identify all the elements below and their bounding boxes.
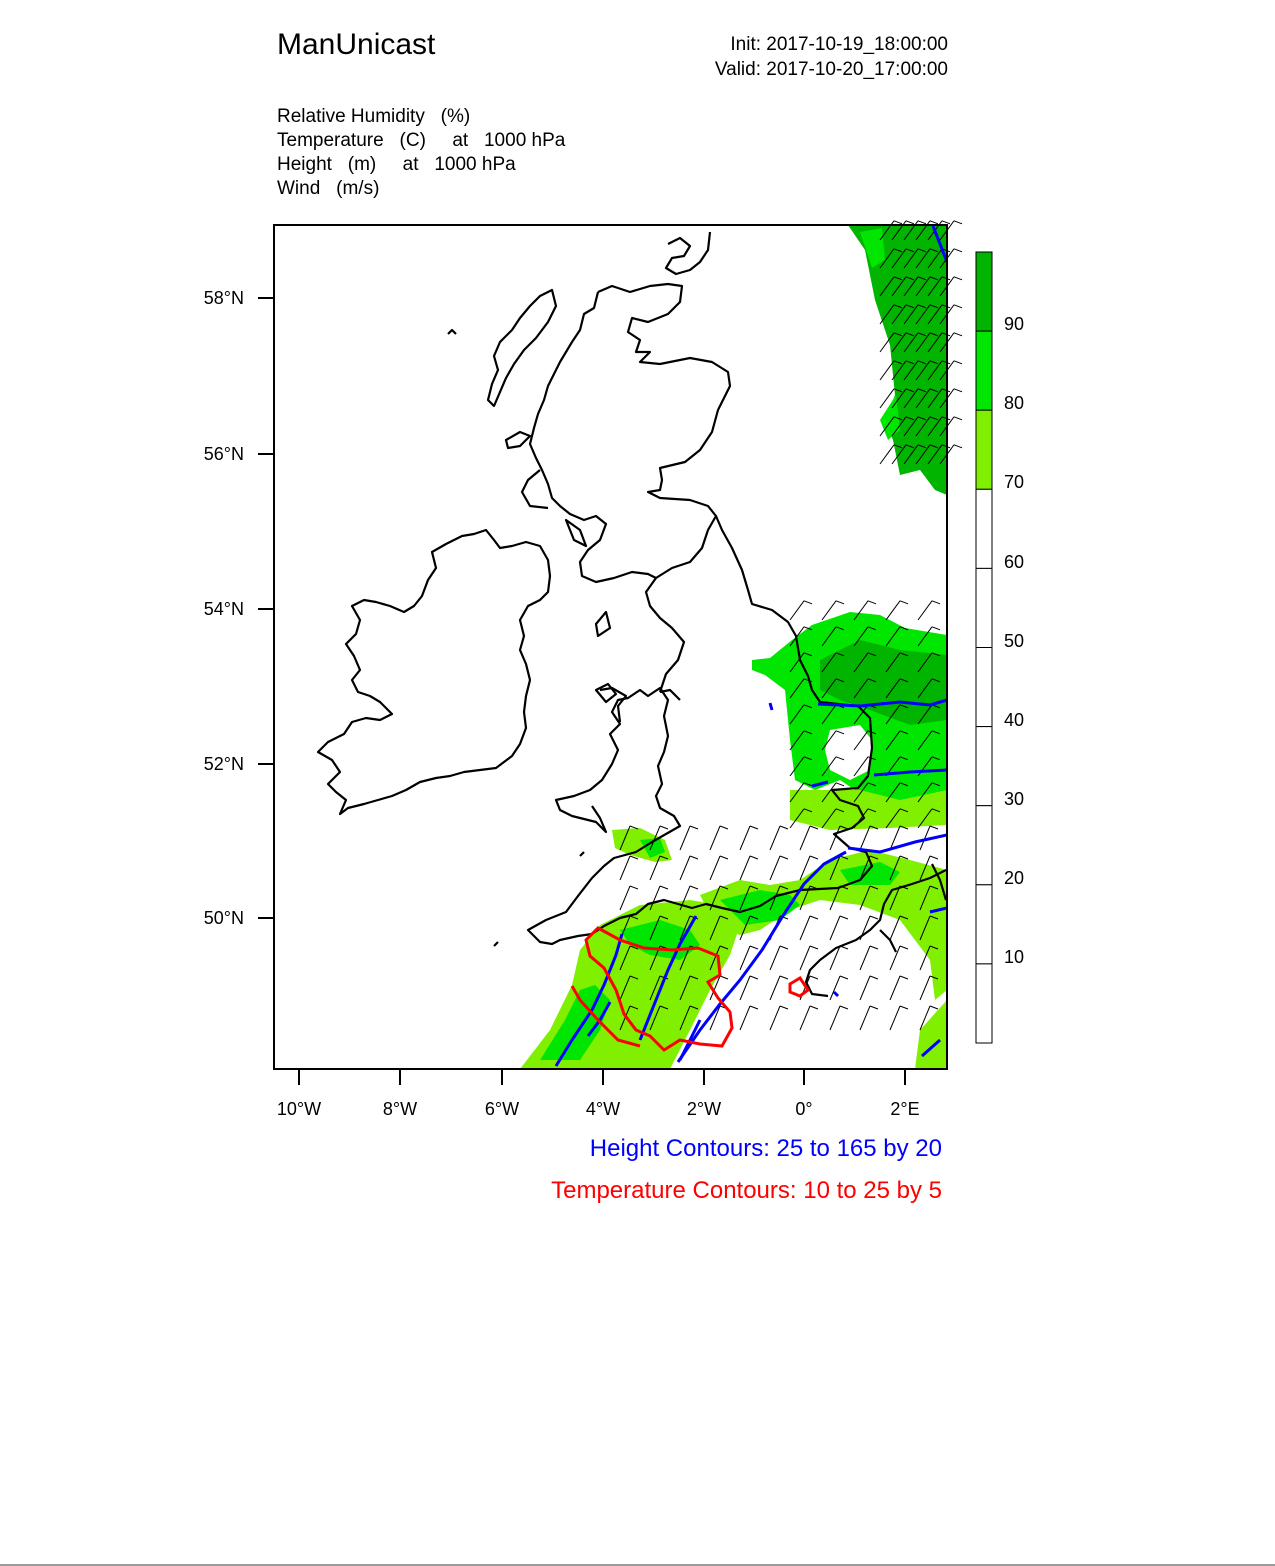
lat-tick-54: 54°N [203, 599, 244, 619]
field-height: Height (m) at 1000 hPa [277, 154, 516, 175]
temperature-contours-legend: Temperature Contours: 10 to 25 by 5 [551, 1177, 942, 1204]
wind-barb [860, 916, 870, 940]
humidity-shading [520, 225, 947, 1069]
wind-barb [920, 976, 930, 1000]
wind-barb-flag [690, 886, 698, 889]
wind-barb-flag [780, 856, 788, 859]
wind-barb-flag [900, 1006, 908, 1009]
wind-barb-flag [900, 976, 908, 979]
wind-barb-flag [870, 976, 878, 979]
humidity-area-north-sea [848, 225, 947, 495]
wind-barb-flag [954, 417, 962, 420]
wind-barb [800, 946, 810, 970]
orkney [666, 232, 710, 274]
wind-barb-flag [954, 305, 962, 308]
wind-barb-flag [780, 826, 788, 829]
wind-barb-flag [720, 976, 728, 979]
lat-tick-58: 58°N [203, 288, 244, 308]
lat-tick-50: 50°N [203, 908, 244, 928]
height-contours-legend: Height Contours: 25 to 165 by 20 [589, 1135, 942, 1162]
wind-barb [800, 1006, 810, 1030]
wind-barb [860, 946, 870, 970]
wind-barb-flag [660, 826, 668, 829]
wind-barb [710, 826, 720, 850]
wind-barb-flag [840, 976, 848, 979]
field-relative-humidity: Relative Humidity (%) [277, 106, 471, 127]
colorbar-label-10: 10 [1004, 947, 1025, 967]
great-britain-coast [528, 284, 872, 944]
wind-barb [822, 601, 836, 620]
wind-barb-flag [750, 976, 758, 979]
wind-barb-flag [750, 1006, 758, 1009]
wind-barb [880, 445, 894, 464]
wind-barb [860, 1006, 870, 1030]
wind-barb [770, 1006, 780, 1030]
colorbar-label-90: 90 [1004, 314, 1025, 334]
latitude-axis [204, 288, 274, 928]
wind-barb [710, 856, 720, 880]
wind-barb [800, 826, 810, 850]
humidity-colorbar [976, 252, 992, 1043]
wind-barb [680, 856, 690, 880]
ireland-coast [318, 530, 550, 814]
wind-barb-flag [954, 249, 962, 252]
wind-barb-flag [720, 826, 728, 829]
wind-barb [890, 916, 900, 940]
wind-barb-flag [900, 946, 908, 949]
wind-barb-flag [954, 361, 962, 364]
wind-barb-flag [840, 916, 848, 919]
lon-tick-8w: 8°W [382, 1099, 418, 1119]
wind-barb [740, 826, 750, 850]
colorbar-bin-50-60 [976, 568, 992, 647]
wind-barb-flag [720, 856, 728, 859]
wind-barb-flag [870, 1006, 878, 1009]
wind-barb-flag [750, 826, 758, 829]
wind-barb-flag [870, 916, 878, 919]
wind-barb-flag [836, 783, 844, 786]
lon-tick-6w: 6°W [484, 1099, 520, 1119]
wind-barb-flag [810, 1006, 818, 1009]
colorbar-bin-80-90 [976, 331, 992, 410]
wind-barb-flag [836, 601, 844, 604]
wind-barb-flag [690, 826, 698, 829]
wind-barb [880, 361, 894, 380]
wind-barb [830, 916, 840, 940]
wind-barb-flag [810, 856, 818, 859]
wind-barb-flag [932, 627, 940, 630]
wind-barb [918, 601, 932, 620]
wind-barb [770, 946, 780, 970]
colorbar-bin-90-100 [976, 252, 992, 331]
field-temperature: Temperature (C) at 1000 hPa [277, 130, 566, 151]
wind-barb [770, 976, 780, 1000]
wind-barb-flag [932, 601, 940, 604]
wind-barb-flag [810, 916, 818, 919]
wind-barb [620, 856, 630, 880]
wind-barb-flag [954, 221, 962, 224]
wind-barb [770, 856, 780, 880]
lat-tick-52: 52°N [203, 754, 244, 774]
wind-barb-flag [930, 221, 938, 224]
field-wind: Wind (m/s) [277, 178, 380, 199]
colorbar-labels [1004, 314, 1024, 967]
wind-barb-flag [894, 221, 902, 224]
valid-time: Valid: 2017-10-20_17:00:00 [714, 59, 948, 80]
lat-tick-56: 56°N [203, 444, 244, 464]
wind-barb-flag [954, 389, 962, 392]
wind-barb-flag [954, 445, 962, 448]
wind-barb [680, 826, 690, 850]
colorbar-label-40: 40 [1004, 710, 1025, 730]
wind-barb-flag [930, 1006, 938, 1009]
lon-tick-2e: 2°E [890, 1099, 920, 1119]
outer-hebrides [488, 290, 556, 406]
wind-barb-flag [954, 277, 962, 280]
longitude-axis [277, 1069, 920, 1119]
wind-barb-flag [690, 856, 698, 859]
colorbar-label-30: 30 [1004, 789, 1025, 809]
wind-barb-flag [954, 333, 962, 336]
scotland-west-coast [530, 292, 656, 582]
wind-barb-flag [900, 601, 908, 604]
colorbar-label-80: 80 [1004, 393, 1025, 413]
wind-barb [770, 826, 780, 850]
wind-barb-flag [930, 856, 938, 859]
colorbar-label-70: 70 [1004, 472, 1025, 492]
lon-tick-0: 0° [795, 1099, 813, 1119]
wind-barb-flag [810, 976, 818, 979]
colorbar-bin-0-10 [976, 964, 992, 1043]
wind-barb-flag [750, 856, 758, 859]
wind-barb-flag [660, 886, 668, 889]
wind-barb [830, 976, 840, 1000]
wind-barb-flag [918, 221, 926, 224]
wind-barb [886, 601, 900, 620]
wind-barb-flag [810, 946, 818, 949]
wind-barb [860, 826, 870, 850]
wind-barb-flag [906, 221, 914, 224]
wind-barb [800, 916, 810, 940]
wind-barb-flag [630, 886, 638, 889]
wind-barb [620, 886, 630, 910]
colorbar-label-50: 50 [1004, 631, 1025, 651]
model-title: ManUnicast [277, 28, 436, 61]
wind-barb [890, 976, 900, 1000]
colorbar-bin-40-50 [976, 648, 992, 727]
isle-of-man [596, 612, 610, 636]
wind-barb-flag [750, 946, 758, 949]
wind-barb [740, 856, 750, 880]
wind-barb-flag [942, 221, 950, 224]
colorbar-bin-60-70 [976, 489, 992, 568]
wind-barb-flag [840, 1006, 848, 1009]
wind-barb [740, 1006, 750, 1030]
wind-barb-flag [840, 946, 848, 949]
wind-barb [830, 1006, 840, 1030]
wind-barb-flag [870, 946, 878, 949]
colorbar-bin-20-30 [976, 806, 992, 885]
colorbar-bin-30-40 [976, 727, 992, 806]
init-time: Init: 2017-10-19_18:00:00 [730, 34, 948, 55]
wind-barb-flag [780, 946, 788, 949]
wind-barb-flag [804, 601, 812, 604]
lon-tick-2w: 2°W [686, 1099, 722, 1119]
wind-barb [890, 1006, 900, 1030]
wind-barb [860, 976, 870, 1000]
wind-barb-flag [780, 976, 788, 979]
colorbar-bin-10-20 [976, 885, 992, 964]
lon-tick-10w: 10°W [276, 1099, 322, 1119]
lon-tick-4w: 4°W [585, 1099, 621, 1119]
colorbar-label-20: 20 [1004, 868, 1025, 888]
wind-barb-flag [868, 601, 876, 604]
wind-barb-flag [780, 1006, 788, 1009]
colorbar-label-60: 60 [1004, 552, 1025, 572]
colorbar-bin-70-80 [976, 410, 992, 489]
wind-barb [790, 601, 804, 620]
wind-barb-flag [930, 826, 938, 829]
